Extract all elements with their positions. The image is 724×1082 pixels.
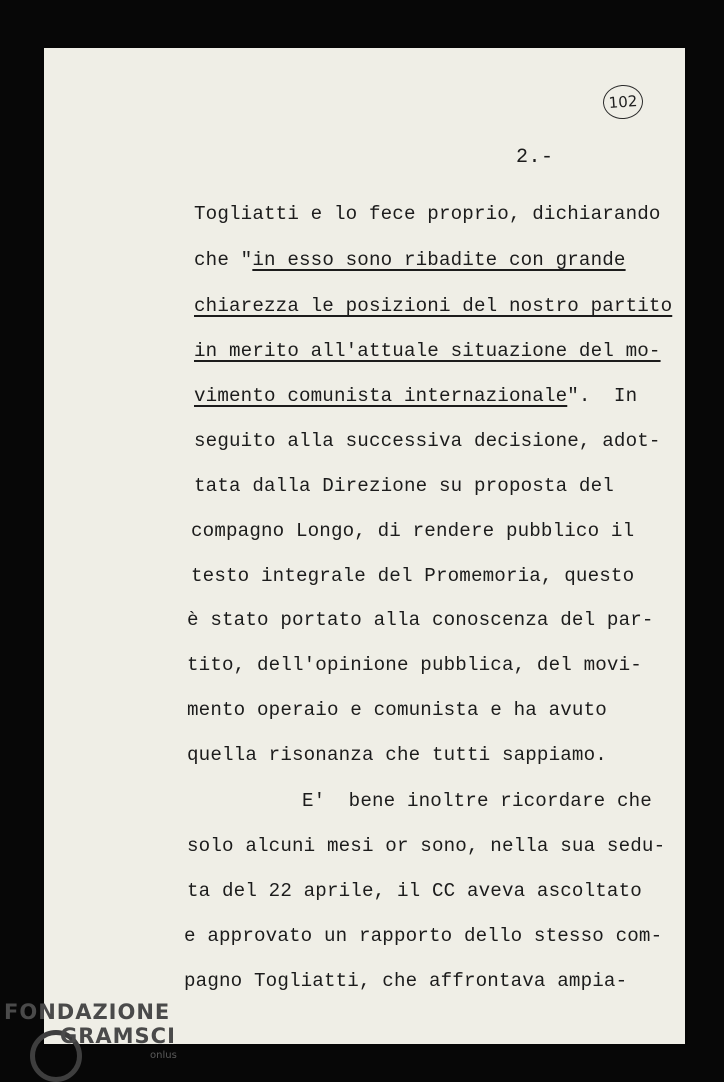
text-segment: quella risonanza che tutti sappiamo. bbox=[187, 744, 607, 766]
text-line bbox=[187, 744, 607, 766]
text-segment: E' bene inoltre ricordare che bbox=[302, 790, 652, 812]
watermark-line3: onlus bbox=[150, 1050, 177, 1061]
text-segment: Togliatti e lo fece proprio, dichiarando bbox=[194, 203, 661, 225]
text-segment: solo alcuni mesi or sono, nella sua sedu- bbox=[187, 835, 666, 857]
underlined-text: chiarezza le posizioni del nostro partito bbox=[194, 295, 673, 317]
text-line bbox=[194, 295, 672, 317]
watermark bbox=[4, 1000, 177, 1061]
text-line bbox=[194, 203, 661, 225]
text-segment: testo integrale del Promemoria, questo bbox=[191, 565, 635, 587]
text-line bbox=[191, 565, 634, 587]
text-segment: ta del 22 aprile, il CC aveva ascoltato bbox=[187, 880, 642, 902]
underlined-text: in esso sono ribadite con grande bbox=[252, 249, 626, 271]
text-segment: tata dalla Direzione su proposta del bbox=[194, 475, 614, 497]
text-line bbox=[191, 520, 634, 542]
text-line bbox=[187, 609, 654, 631]
archive-number-stamp: 102 bbox=[602, 84, 644, 121]
text-line bbox=[187, 699, 607, 721]
text-line bbox=[194, 340, 661, 362]
underlined-text: in merito all'attuale situazione del mo- bbox=[194, 340, 661, 362]
text-line bbox=[302, 790, 652, 812]
text-line bbox=[194, 430, 661, 452]
text-line bbox=[187, 835, 665, 857]
text-line bbox=[184, 925, 662, 947]
watermark-line1: FONDAZIONE bbox=[4, 1000, 171, 1024]
text-segment: mento operaio e comunista e ha avuto bbox=[187, 699, 607, 721]
text-line bbox=[187, 654, 642, 676]
text-segment: che " bbox=[194, 249, 253, 271]
underlined-text: vimento comunista internazionale bbox=[194, 385, 568, 407]
text-line bbox=[194, 249, 626, 271]
text-line bbox=[194, 475, 614, 497]
text-line bbox=[194, 385, 637, 407]
watermark-line2: GRAMSCI bbox=[60, 1024, 176, 1048]
text-segment: ". In bbox=[567, 385, 638, 407]
text-line bbox=[187, 880, 642, 902]
text-segment: pagno Togliatti, che affrontava ampia- bbox=[184, 970, 628, 992]
text-segment: seguito alla successiva decisione, adot- bbox=[194, 430, 661, 452]
text-segment: compagno Longo, di rendere pubblico il bbox=[191, 520, 635, 542]
text-segment: tito, dell'opinione pubblica, del movi- bbox=[187, 654, 642, 676]
text-segment: è stato portato alla conoscenza del par- bbox=[187, 609, 654, 631]
page-number: 2.- bbox=[516, 146, 554, 169]
text-segment: e approvato un rapporto dello stesso com- bbox=[184, 925, 663, 947]
text-line bbox=[184, 970, 627, 992]
